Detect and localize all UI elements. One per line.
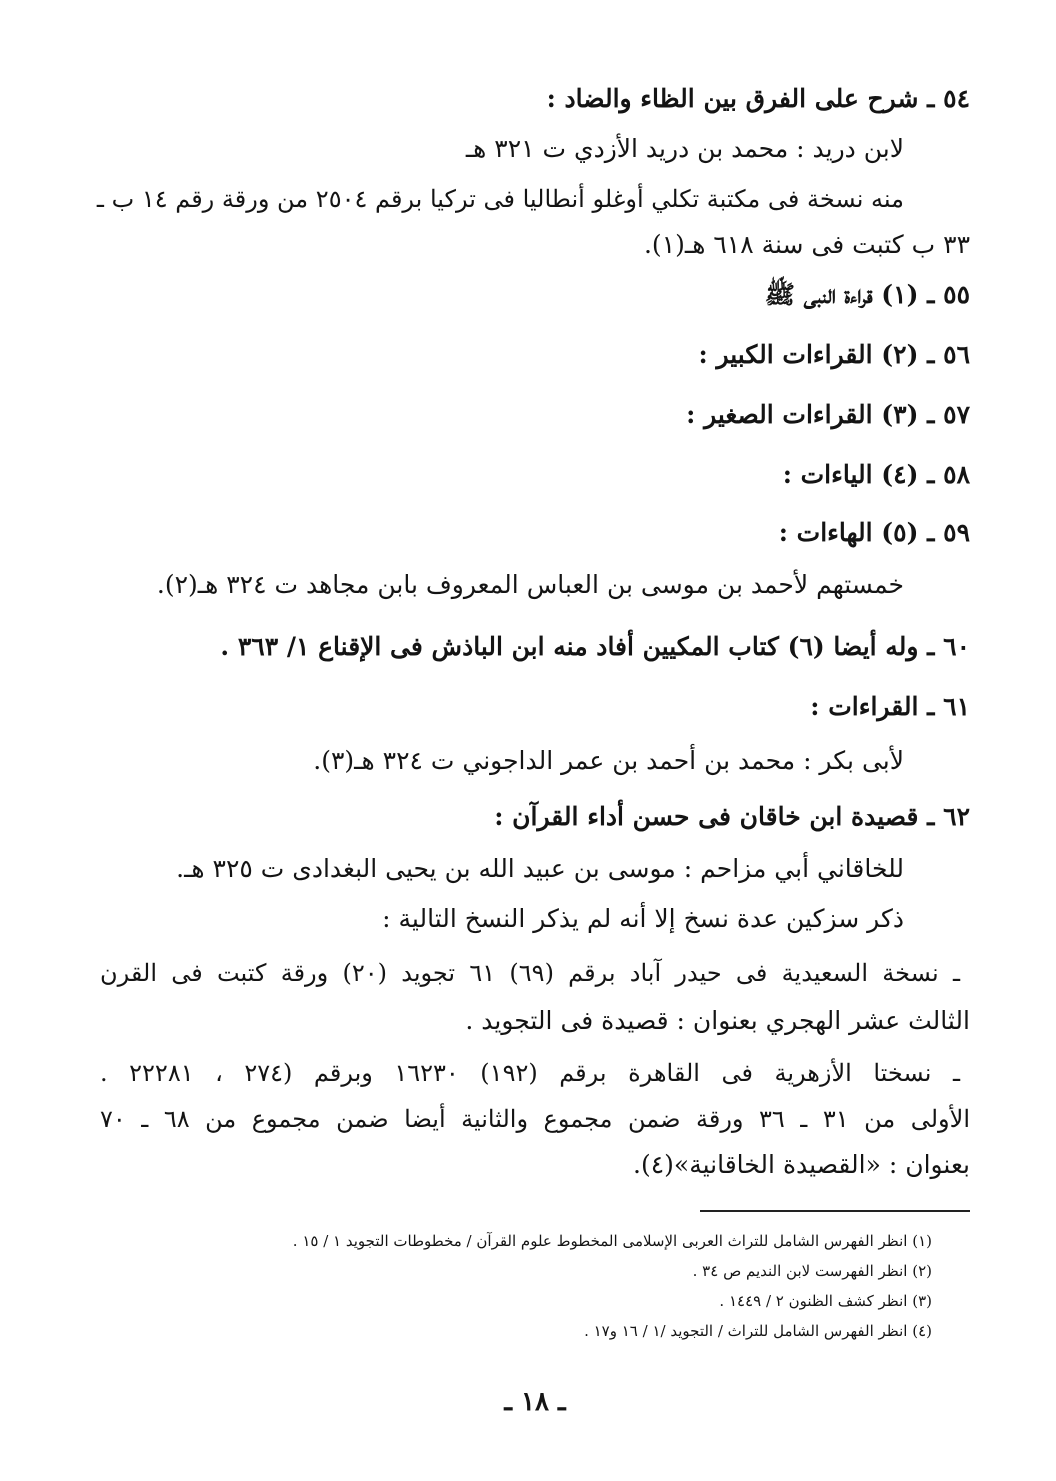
entry-56-heading: ٥٦ ـ (٢) القراءات الكبير : xyxy=(698,340,970,369)
footnote-1: (١) انظر الفهرس الشامل للتراث العربى الإسلامى المخطوط علوم القرآن / مخطوطات التجويد ١ / ١٥ . xyxy=(292,1232,932,1250)
entry-57-heading: ٥٧ ـ (٣) القراءات الصغير : xyxy=(686,400,970,429)
entry-62-copy-2-cont: الأولى من ٣١ ـ ٣٦ ورقة ضمن مجموع والثانية أيضا ضمن مجموع من ٦٨ ـ ٧٠ xyxy=(100,1105,970,1133)
footnote-4: (٤) انظر الفهرس الشامل للتراث / التجويد /١ / ١٦ و١٧ . xyxy=(584,1322,932,1340)
entry-60-heading: ٦٠ ـ وله أيضا (٦) كتاب المكيين أفاد منه ابن الباذش فى الإقناع ١/ ٣٦٣ . xyxy=(220,632,970,661)
entry-62-copy-2: ـ نسختا الأزهرية فى القاهرة برقم (١٩٢) ١٦٢٣٠ وبرقم (٢٧٤ ، ٢٢٢٨١ . xyxy=(100,1059,961,1087)
entry-59-heading: ٥٩ ـ (٥) الهاءات : xyxy=(778,518,970,547)
footnote-2: (٢) انظر الفهرست لابن النديم ص ٣٤ . xyxy=(692,1262,932,1280)
footnote-separator xyxy=(700,1210,970,1212)
entry-61-author: لأبى بكر : محمد بن أحمد بن عمر الداجوني ت ٣٢٤ هـ(٣). xyxy=(313,746,904,775)
page-number: ـ ١٨ ـ xyxy=(504,1387,566,1417)
entry-55-heading: ٥٥ ـ (١) قراءة النبى ﷺ xyxy=(764,280,970,309)
entry-62-copy-1: ـ نسخة السعيدية فى حيدر آباد برقم (٦٩) ٦١ تجويد (٢٠) ورقة كتبت فى القرن xyxy=(100,959,961,987)
entry-54-manuscript-cont: ٣٣ ب كتبت فى سنة ٦١٨ هـ(١). xyxy=(643,230,970,259)
entry-58-heading: ٥٨ ـ (٤) الياءات : xyxy=(782,460,970,489)
entry-62-note: ذكر سزكين عدة نسخ إلا أنه لم يذكر النسخ التالية : xyxy=(382,904,904,933)
footnote-3: (٣) انظر كشف الظنون ٢ / ١٤٤٩ . xyxy=(719,1292,932,1310)
document-page xyxy=(96,70,970,1450)
entry-54-manuscript: منه نسخة فى مكتبة تكلي أوغلو أنطاليا فى تركيا برقم ٢٥٠٤ من ورقة رقم ١٤ ب ـ xyxy=(96,185,904,213)
entry-62-copy-1-cont: الثالث عشر الهجري بعنوان : قصيدة فى التجويد . xyxy=(465,1006,970,1035)
entry-54-heading: ٥٤ ـ شرح على الفرق بين الظاء والضاد : xyxy=(546,84,970,113)
entry-61-heading: ٦١ ـ القراءات : xyxy=(810,692,970,721)
entry-62-copy-2-title: بعنوان : «القصيدة الخاقانية»(٤). xyxy=(633,1150,970,1179)
entry-54-author: لابن دريد : محمد بن دريد الأزدي ت ٣٢١ هـ xyxy=(465,134,904,163)
entry-62-author: للخاقاني أبي مزاحم : موسى بن عبيد الله بن يحيى البغدادى ت ٣٢٥ هـ. xyxy=(176,854,904,883)
entries-55-59-author: خمستهم لأحمد بن موسى بن العباس المعروف بابن مجاهد ت ٣٢٤ هـ(٢). xyxy=(156,570,904,599)
entry-62-heading: ٦٢ ـ قصيدة ابن خاقان فى حسن أداء القرآن : xyxy=(494,802,970,831)
